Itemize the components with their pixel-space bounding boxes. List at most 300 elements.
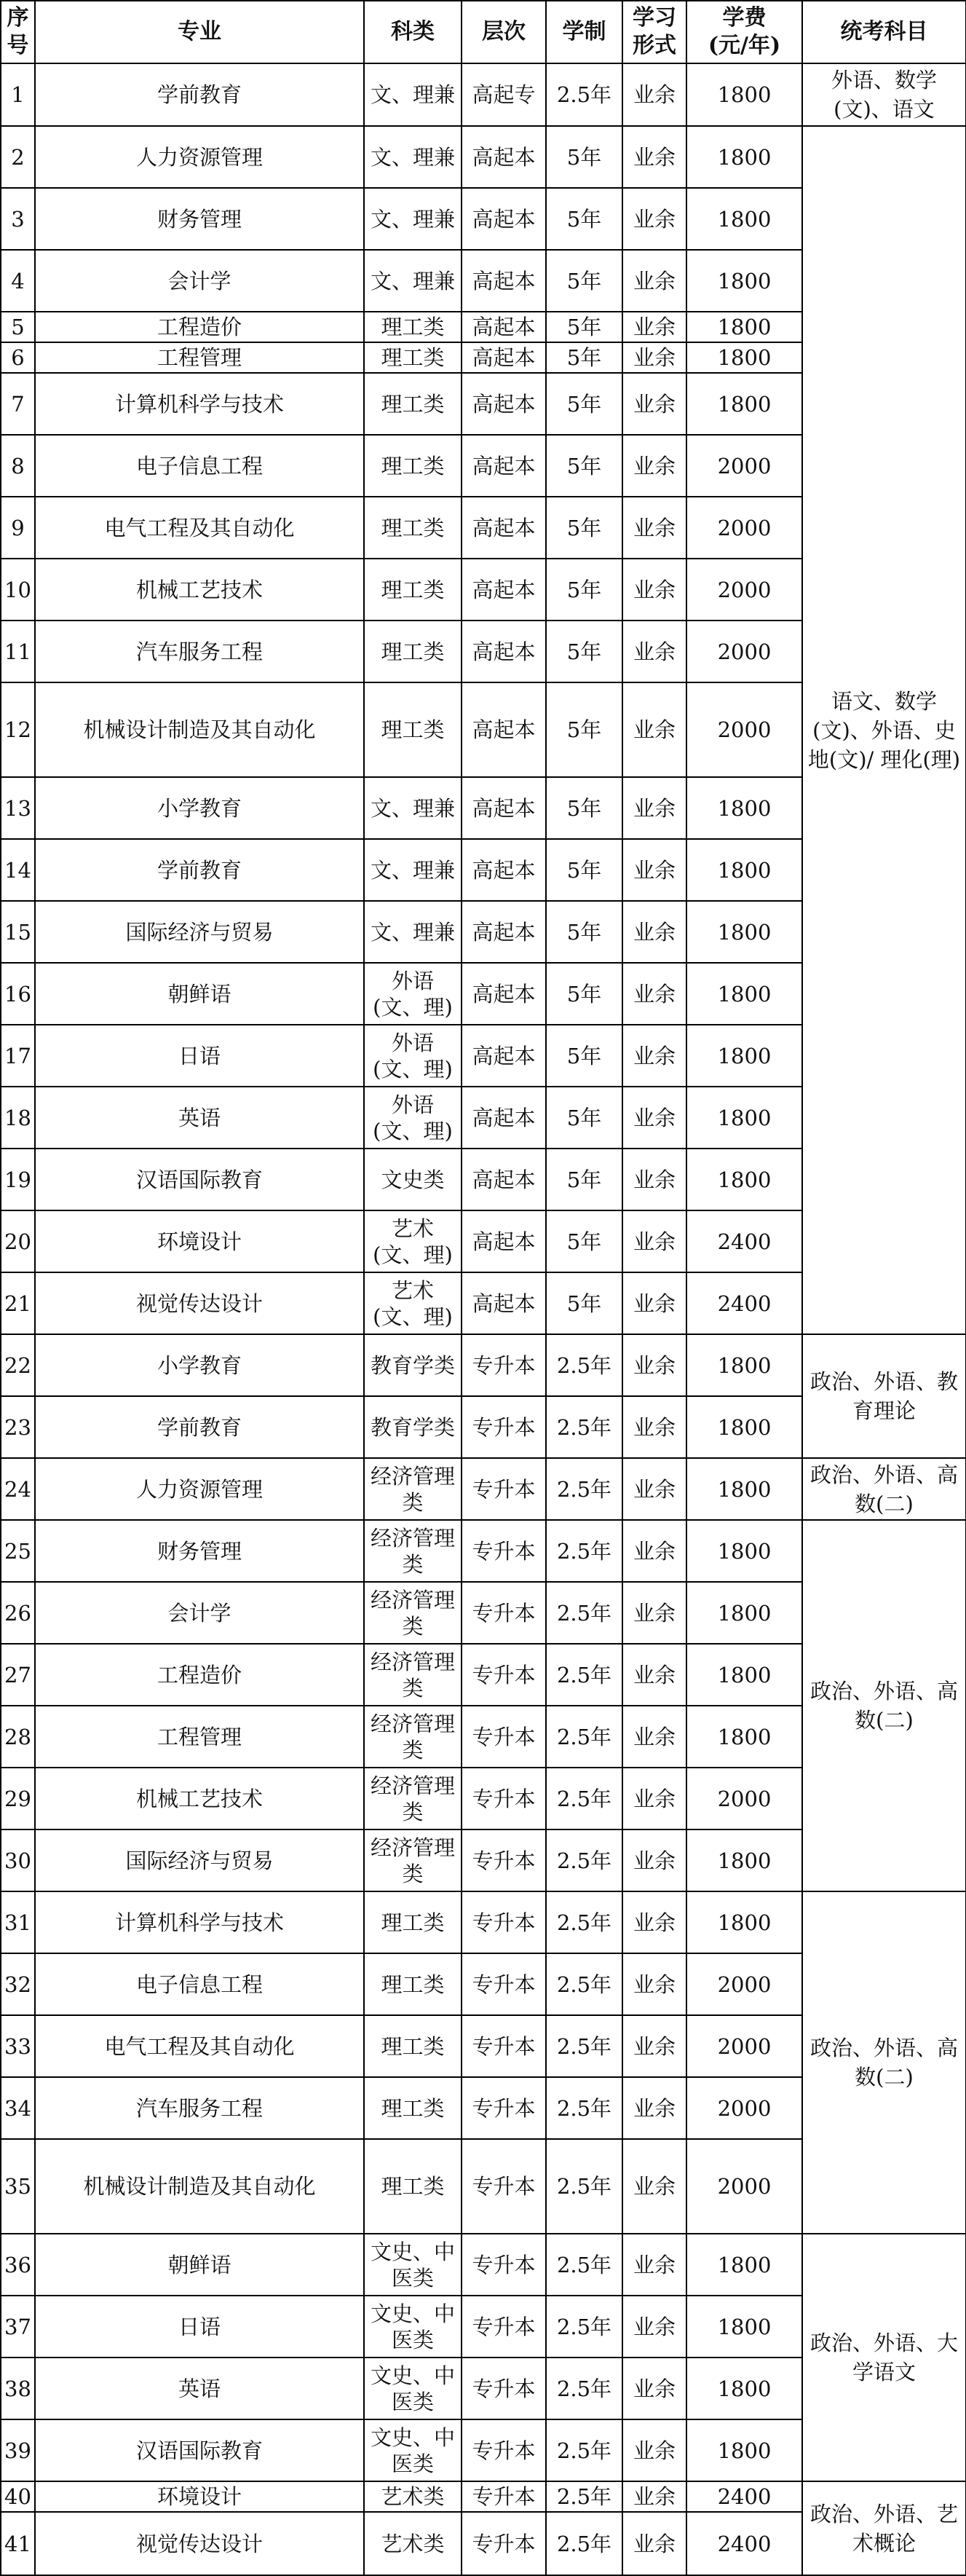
cell-major: 汽车服务工程	[35, 2077, 364, 2139]
cell-category: 文史、中医类	[364, 2358, 462, 2419]
cell-level: 高起本	[462, 901, 546, 963]
cell-category: 艺术类	[364, 2512, 462, 2575]
cell-duration: 2.5年	[546, 2358, 622, 2419]
cell-level: 高起本	[462, 126, 546, 188]
cell-level: 高起本	[462, 621, 546, 682]
cell-seq: 40	[1, 2481, 35, 2512]
cell-fee: 1800	[686, 1149, 802, 1210]
cell-category: 文、理兼	[364, 901, 462, 963]
cell-mode: 业余	[622, 2296, 686, 2358]
cell-level: 专升本	[462, 2015, 546, 2077]
cell-mode: 业余	[622, 1520, 686, 1582]
cell-major: 学前教育	[35, 1396, 364, 1458]
cell-fee: 1800	[686, 1334, 802, 1396]
cell-major: 工程造价	[35, 1644, 364, 1706]
cell-mode: 业余	[622, 373, 686, 435]
cell-mode: 业余	[622, 435, 686, 497]
cell-duration: 2.5年	[546, 2512, 622, 2575]
cell-level: 高起本	[462, 342, 546, 373]
cell-category: 理工类	[364, 312, 462, 342]
cell-level: 高起本	[462, 559, 546, 621]
cell-fee: 2400	[686, 2481, 802, 2512]
table-row	[1, 1891, 966, 1953]
cell-mode: 业余	[622, 2077, 686, 2139]
cell-duration: 2.5年	[546, 2296, 622, 2358]
cell-mode: 业余	[622, 777, 686, 839]
cell-level: 高起本	[462, 250, 546, 312]
cell-fee: 1800	[686, 312, 802, 342]
cell-mode: 业余	[622, 1149, 686, 1210]
cell-mode: 业余	[622, 1334, 686, 1396]
header-seq: 序 号	[1, 1, 35, 63]
cell-level: 高起本	[462, 682, 546, 777]
cell-subjects: 政治、外语、教育理论	[802, 1334, 966, 1458]
cell-mode: 业余	[622, 2015, 686, 2077]
cell-seq: 30	[1, 1829, 35, 1891]
cell-mode: 业余	[622, 1953, 686, 2015]
cell-mode: 业余	[622, 312, 686, 342]
table-row	[1, 63, 966, 126]
cell-mode: 业余	[622, 1025, 686, 1087]
cell-seq: 36	[1, 2234, 35, 2296]
cell-duration: 2.5年	[546, 1644, 622, 1706]
cell-mode: 业余	[622, 2512, 686, 2575]
cell-mode: 业余	[622, 1396, 686, 1458]
cell-mode: 业余	[622, 682, 686, 777]
cell-major: 视觉传达设计	[35, 1272, 364, 1334]
cell-major: 电子信息工程	[35, 1953, 364, 2015]
cell-fee: 2000	[686, 682, 802, 777]
cell-category: 理工类	[364, 1953, 462, 2015]
table-row	[1, 1458, 966, 1520]
cell-duration: 2.5年	[546, 63, 622, 126]
cell-fee: 1800	[686, 1891, 802, 1953]
cell-duration: 5年	[546, 126, 622, 188]
cell-category: 外语(文、理)	[364, 1087, 462, 1149]
cell-duration: 5年	[546, 497, 622, 559]
cell-major: 工程管理	[35, 1706, 364, 1768]
cell-level: 专升本	[462, 1458, 546, 1520]
cell-category: 艺术(文、理)	[364, 1210, 462, 1272]
cell-level: 专升本	[462, 1396, 546, 1458]
cell-duration: 5年	[546, 1087, 622, 1149]
cell-duration: 2.5年	[546, 1520, 622, 1582]
cell-fee: 2000	[686, 2077, 802, 2139]
cell-mode: 业余	[622, 188, 686, 250]
cell-fee: 1800	[686, 1582, 802, 1644]
cell-duration: 2.5年	[546, 1458, 622, 1520]
cell-fee: 1800	[686, 1396, 802, 1458]
table-row	[1, 2234, 966, 2296]
cell-category: 理工类	[364, 2015, 462, 2077]
cell-mode: 业余	[622, 1582, 686, 1644]
cell-fee: 1800	[686, 839, 802, 901]
cell-category: 理工类	[364, 621, 462, 682]
cell-fee: 2000	[686, 497, 802, 559]
cell-fee: 2000	[686, 435, 802, 497]
cell-category: 外语(文、理)	[364, 963, 462, 1025]
cell-level: 高起本	[462, 435, 546, 497]
cell-seq: 10	[1, 559, 35, 621]
cell-duration: 5年	[546, 963, 622, 1025]
cell-category: 外语(文、理)	[364, 1025, 462, 1087]
cell-fee: 1800	[686, 1706, 802, 1768]
cell-level: 专升本	[462, 2419, 546, 2481]
cell-category: 经济管理类	[364, 1520, 462, 1582]
cell-major: 财务管理	[35, 1520, 364, 1582]
cell-seq: 4	[1, 250, 35, 312]
cell-seq: 17	[1, 1025, 35, 1087]
cell-seq: 20	[1, 1210, 35, 1272]
cell-fee: 1800	[686, 1025, 802, 1087]
cell-mode: 业余	[622, 63, 686, 126]
cell-duration: 2.5年	[546, 2419, 622, 2481]
cell-fee: 2400	[686, 2512, 802, 2575]
cell-fee: 1800	[686, 1458, 802, 1520]
cell-mode: 业余	[622, 2234, 686, 2296]
cell-category: 文、理兼	[364, 839, 462, 901]
cell-seq: 21	[1, 1272, 35, 1334]
cell-seq: 3	[1, 188, 35, 250]
cell-major: 机械设计制造及其自动化	[35, 682, 364, 777]
cell-duration: 5年	[546, 342, 622, 373]
cell-category: 教育学类	[364, 1334, 462, 1396]
cell-level: 专升本	[462, 2234, 546, 2296]
cell-subjects: 政治、外语、高数(二)	[802, 1458, 966, 1520]
cell-mode: 业余	[622, 126, 686, 188]
cell-fee: 1800	[686, 373, 802, 435]
cell-level: 专升本	[462, 1334, 546, 1396]
cell-fee: 2000	[686, 2015, 802, 2077]
cell-fee: 1800	[686, 2234, 802, 2296]
cell-seq: 41	[1, 2512, 35, 2575]
cell-category: 经济管理类	[364, 1582, 462, 1644]
cell-duration: 2.5年	[546, 2139, 622, 2234]
cell-mode: 业余	[622, 2481, 686, 2512]
cell-duration: 2.5年	[546, 1829, 622, 1891]
cell-category: 理工类	[364, 435, 462, 497]
cell-mode: 业余	[622, 901, 686, 963]
cell-seq: 2	[1, 126, 35, 188]
cell-fee: 2000	[686, 621, 802, 682]
cell-level: 专升本	[462, 1953, 546, 2015]
cell-duration: 5年	[546, 901, 622, 963]
header-level: 层次	[462, 1, 546, 63]
cell-category: 理工类	[364, 373, 462, 435]
cell-major: 视觉传达设计	[35, 2512, 364, 2575]
cell-seq: 18	[1, 1087, 35, 1149]
cell-duration: 5年	[546, 373, 622, 435]
cell-seq: 6	[1, 342, 35, 373]
cell-fee: 1800	[686, 901, 802, 963]
cell-major: 计算机科学与技术	[35, 1891, 364, 1953]
cell-category: 理工类	[364, 2139, 462, 2234]
cell-fee: 2000	[686, 1768, 802, 1829]
cell-fee: 1800	[686, 963, 802, 1025]
cell-duration: 2.5年	[546, 1396, 622, 1458]
cell-duration: 2.5年	[546, 1953, 622, 2015]
cell-seq: 24	[1, 1458, 35, 1520]
cell-mode: 业余	[622, 1458, 686, 1520]
table-body	[1, 63, 966, 2575]
cell-major: 计算机科学与技术	[35, 373, 364, 435]
cell-duration: 5年	[546, 839, 622, 901]
cell-seq: 28	[1, 1706, 35, 1768]
cell-seq: 33	[1, 2015, 35, 2077]
cell-level: 高起本	[462, 1210, 546, 1272]
cell-category: 经济管理类	[364, 1829, 462, 1891]
cell-level: 高起本	[462, 963, 546, 1025]
cell-subjects: 政治、外语、大学语文	[802, 2234, 966, 2481]
header-mode: 学习 形式	[622, 1, 686, 63]
cell-level: 专升本	[462, 2296, 546, 2358]
cell-category: 经济管理类	[364, 1706, 462, 1768]
cell-duration: 2.5年	[546, 1891, 622, 1953]
cell-major: 朝鲜语	[35, 963, 364, 1025]
cell-duration: 5年	[546, 250, 622, 312]
cell-duration: 5年	[546, 1025, 622, 1087]
cell-category: 经济管理类	[364, 1458, 462, 1520]
cell-fee: 1800	[686, 2358, 802, 2419]
cell-level: 高起本	[462, 312, 546, 342]
cell-level: 高起本	[462, 1272, 546, 1334]
cell-subjects: 政治、外语、高数(二)	[802, 1520, 966, 1891]
header-row	[1, 1, 966, 63]
cell-major: 汉语国际教育	[35, 2419, 364, 2481]
cell-major: 国际经济与贸易	[35, 901, 364, 963]
cell-fee: 1800	[686, 777, 802, 839]
cell-mode: 业余	[622, 1706, 686, 1768]
cell-level: 高起本	[462, 497, 546, 559]
cell-seq: 7	[1, 373, 35, 435]
cell-level: 专升本	[462, 1582, 546, 1644]
cell-category: 文、理兼	[364, 777, 462, 839]
cell-category: 艺术类	[364, 2481, 462, 2512]
cell-major: 日语	[35, 2296, 364, 2358]
cell-seq: 9	[1, 497, 35, 559]
cell-seq: 26	[1, 1582, 35, 1644]
cell-level: 专升本	[462, 2139, 546, 2234]
cell-category: 文、理兼	[364, 250, 462, 312]
cell-duration: 5年	[546, 312, 622, 342]
cell-category: 理工类	[364, 342, 462, 373]
cell-seq: 34	[1, 2077, 35, 2139]
cell-seq: 27	[1, 1644, 35, 1706]
cell-mode: 业余	[622, 1210, 686, 1272]
cell-fee: 1800	[686, 342, 802, 373]
cell-duration: 5年	[546, 1210, 622, 1272]
cell-level: 专升本	[462, 2481, 546, 2512]
cell-mode: 业余	[622, 1829, 686, 1891]
cell-level: 专升本	[462, 2077, 546, 2139]
cell-category: 文史类	[364, 1149, 462, 1210]
cell-seq: 22	[1, 1334, 35, 1396]
cell-mode: 业余	[622, 621, 686, 682]
cell-mode: 业余	[622, 2419, 686, 2481]
header-duration: 学制	[546, 1, 622, 63]
cell-fee: 2000	[686, 1953, 802, 2015]
table-row	[1, 2481, 966, 2512]
cell-seq: 38	[1, 2358, 35, 2419]
cell-major: 学前教育	[35, 63, 364, 126]
cell-fee: 2400	[686, 1210, 802, 1272]
header-subjects: 统考科目	[802, 1, 966, 63]
cell-duration: 5年	[546, 188, 622, 250]
cell-level: 高起本	[462, 1025, 546, 1087]
cell-fee: 1800	[686, 250, 802, 312]
cell-major: 国际经济与贸易	[35, 1829, 364, 1891]
cell-level: 高起本	[462, 777, 546, 839]
cell-mode: 业余	[622, 839, 686, 901]
cell-category: 文史、中医类	[364, 2296, 462, 2358]
cell-fee: 2400	[686, 1272, 802, 1334]
cell-level: 高起本	[462, 1087, 546, 1149]
cell-seq: 8	[1, 435, 35, 497]
cell-subjects: 语文、数学(文)、外语、史地(文)/ 理化(理)	[802, 126, 966, 1334]
cell-duration: 2.5年	[546, 1582, 622, 1644]
cell-fee: 1800	[686, 1520, 802, 1582]
cell-mode: 业余	[622, 342, 686, 373]
cell-fee: 1800	[686, 2419, 802, 2481]
cell-duration: 2.5年	[546, 2481, 622, 2512]
cell-duration: 2.5年	[546, 2234, 622, 2296]
cell-major: 环境设计	[35, 2481, 364, 2512]
cell-category: 教育学类	[364, 1396, 462, 1458]
cell-major: 小学教育	[35, 777, 364, 839]
cell-major: 人力资源管理	[35, 1458, 364, 1520]
cell-major: 电气工程及其自动化	[35, 2015, 364, 2077]
cell-level: 专升本	[462, 2358, 546, 2419]
cell-level: 高起本	[462, 373, 546, 435]
cell-major: 人力资源管理	[35, 126, 364, 188]
cell-seq: 15	[1, 901, 35, 963]
cell-major: 英语	[35, 1087, 364, 1149]
cell-category: 艺术(文、理)	[364, 1272, 462, 1334]
table-row	[1, 1520, 966, 1582]
cell-mode: 业余	[622, 497, 686, 559]
cell-level: 专升本	[462, 1829, 546, 1891]
cell-major: 日语	[35, 1025, 364, 1087]
cell-duration: 5年	[546, 435, 622, 497]
cell-major: 汽车服务工程	[35, 621, 364, 682]
cell-category: 文、理兼	[364, 126, 462, 188]
cell-category: 经济管理类	[364, 1768, 462, 1829]
cell-seq: 39	[1, 2419, 35, 2481]
cell-duration: 5年	[546, 682, 622, 777]
cell-category: 理工类	[364, 559, 462, 621]
cell-category: 文史、中医类	[364, 2419, 462, 2481]
cell-seq: 23	[1, 1396, 35, 1458]
cell-fee: 1800	[686, 1087, 802, 1149]
cell-fee: 1800	[686, 1829, 802, 1891]
cell-major: 汉语国际教育	[35, 1149, 364, 1210]
table-row	[1, 126, 966, 188]
header-category: 科类	[364, 1, 462, 63]
cell-seq: 37	[1, 2296, 35, 2358]
cell-fee: 2000	[686, 2139, 802, 2234]
cell-subjects: 政治、外语、艺术概论	[802, 2481, 966, 2575]
cell-major: 小学教育	[35, 1334, 364, 1396]
cell-mode: 业余	[622, 1644, 686, 1706]
cell-mode: 业余	[622, 250, 686, 312]
cell-mode: 业余	[622, 1272, 686, 1334]
cell-seq: 32	[1, 1953, 35, 2015]
cell-level: 专升本	[462, 1891, 546, 1953]
cell-subjects: 政治、外语、高数(二)	[802, 1891, 966, 2234]
cell-seq: 5	[1, 312, 35, 342]
cell-mode: 业余	[622, 559, 686, 621]
cell-level: 高起本	[462, 188, 546, 250]
cell-duration: 5年	[546, 559, 622, 621]
cell-duration: 2.5年	[546, 1768, 622, 1829]
cell-seq: 11	[1, 621, 35, 682]
table-row	[1, 1334, 966, 1396]
cell-category: 文、理兼	[364, 188, 462, 250]
cell-duration: 2.5年	[546, 2077, 622, 2139]
cell-duration: 5年	[546, 1272, 622, 1334]
cell-duration: 2.5年	[546, 2015, 622, 2077]
cell-fee: 2000	[686, 559, 802, 621]
cell-major: 电子信息工程	[35, 435, 364, 497]
cell-seq: 35	[1, 2139, 35, 2234]
cell-major: 环境设计	[35, 1210, 364, 1272]
cell-major: 朝鲜语	[35, 2234, 364, 2296]
cell-category: 理工类	[364, 2077, 462, 2139]
cell-fee: 1800	[686, 188, 802, 250]
cell-major: 机械设计制造及其自动化	[35, 2139, 364, 2234]
cell-seq: 29	[1, 1768, 35, 1829]
cell-seq: 31	[1, 1891, 35, 1953]
cell-major: 学前教育	[35, 839, 364, 901]
cell-seq: 16	[1, 963, 35, 1025]
cell-category: 理工类	[364, 497, 462, 559]
cell-seq: 1	[1, 63, 35, 126]
cell-major: 机械工艺技术	[35, 1768, 364, 1829]
cell-level: 高起专	[462, 63, 546, 126]
header-major: 专业	[35, 1, 364, 63]
cell-mode: 业余	[622, 2139, 686, 2234]
cell-mode: 业余	[622, 1891, 686, 1953]
cell-duration: 5年	[546, 1149, 622, 1210]
cell-level: 专升本	[462, 1706, 546, 1768]
cell-mode: 业余	[622, 963, 686, 1025]
cell-level: 专升本	[462, 1520, 546, 1582]
cell-major: 机械工艺技术	[35, 559, 364, 621]
cell-seq: 19	[1, 1149, 35, 1210]
cell-level: 高起本	[462, 839, 546, 901]
header-fee: 学费 (元/年)	[686, 1, 802, 63]
cell-fee: 1800	[686, 1644, 802, 1706]
cell-fee: 1800	[686, 63, 802, 126]
cell-major: 电气工程及其自动化	[35, 497, 364, 559]
cell-duration: 2.5年	[546, 1334, 622, 1396]
cell-fee: 1800	[686, 126, 802, 188]
cell-category: 文、理兼	[364, 63, 462, 126]
cell-seq: 12	[1, 682, 35, 777]
cell-duration: 5年	[546, 621, 622, 682]
cell-major: 英语	[35, 2358, 364, 2419]
cell-fee: 1800	[686, 2296, 802, 2358]
cell-level: 专升本	[462, 2512, 546, 2575]
cell-mode: 业余	[622, 1087, 686, 1149]
cell-mode: 业余	[622, 2358, 686, 2419]
cell-major: 工程管理	[35, 342, 364, 373]
cell-seq: 25	[1, 1520, 35, 1582]
cell-major: 工程造价	[35, 312, 364, 342]
cell-level: 专升本	[462, 1644, 546, 1706]
cell-subjects: 外语、数学(文)、语文	[802, 63, 966, 126]
cell-category: 经济管理类	[364, 1644, 462, 1706]
